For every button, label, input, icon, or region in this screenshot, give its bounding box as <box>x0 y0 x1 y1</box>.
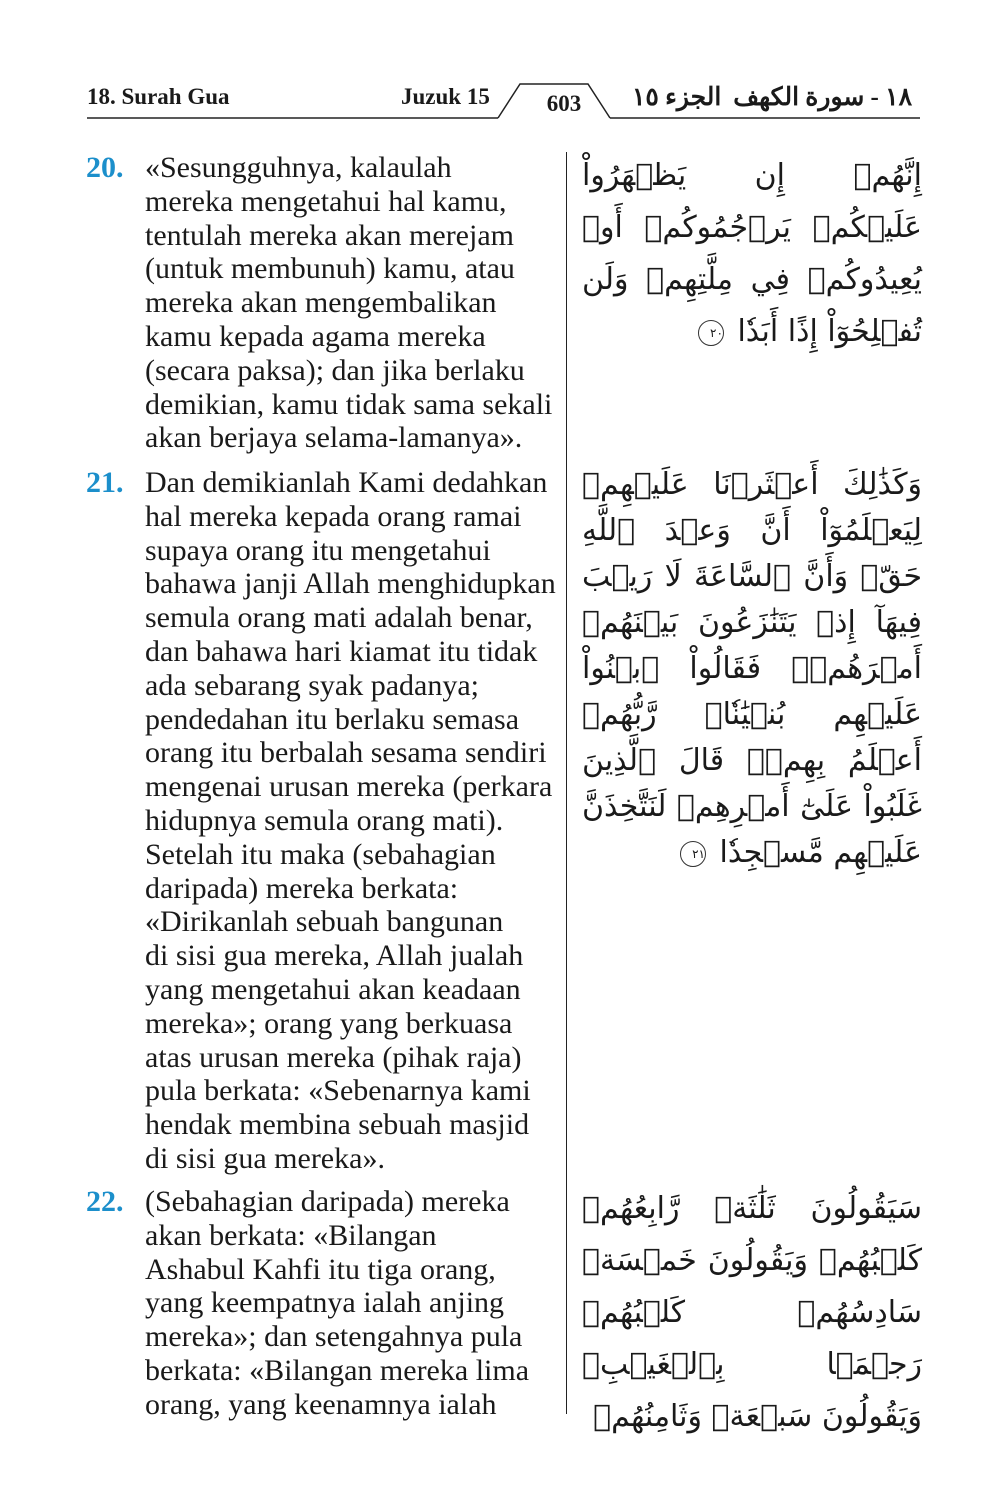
juzuk-label: Juzuk 15 <box>401 84 490 109</box>
ayah-end-marker: ٢٠ <box>698 320 724 346</box>
surah-title-latin: 18. Surah Gua <box>87 84 230 109</box>
column-divider <box>566 152 567 1414</box>
page-number-tab <box>0 0 1000 140</box>
verse-translation: «Sesungguhnya, kalaulah mereka mengetahui hal kamu, tentulah mereka akan merejam (untuk membunuh) kamu, atau mereka akan mengembalikan kamu kepada agama mereka (secara paksa); dan jika berlaku demikian, kamu tidak sama sekali akan berjaya selama-lamanya». <box>145 151 553 455</box>
verse-arabic: وَكَذَٰلِكَ أَعۡثَرۡنَا عَلَيۡهِمۡ لِيَعۡلَمُوٓاْ أَنَّ وَعۡدَ ٱللَّهِ حَقّٞ وَأَنَّ ٱلسَّاعَةَ لَا رَيۡبَ فِيهَآ إِذۡ يَتَنَٰزَعُونَ بَيۡنَهُمۡ أَمۡرَهُمۡۖ فَقَالُواْ ٱبۡنُواْ عَلَيۡهِم بُنۡيَٰنٗاۖ رَّبُّهُمۡ أَعۡلَمُ بِهِمۡۚ قَالَ ٱلَّذِينَ غَلَبُواْ عَلَىٰٓ أَمۡرِهِمۡ لَنَتَّخِذَنَّ عَلَيۡهِم مَّسۡجِدٗا ٢١ <box>582 467 922 870</box>
page-header <box>0 0 1000 140</box>
verse-number: 20. <box>86 151 124 184</box>
ayah-end-marker: ٢١ <box>680 841 706 867</box>
juz-arabic: الجزء ١٥ <box>632 84 722 111</box>
page-number: 603 <box>546 91 582 116</box>
verse-translation: Dan demikianlah Kami dedahkan hal mereka kepada orang ramai supaya orang itu mengetahui bahawa janji Allah menghidupkan semula orang mati adalah benar, dan bahawa hari kiamat itu tidak ada sebarang syak padanya; pendedahan itu berlaku semasa orang itu berbalah sesama sendiri mengenai urusan mereka (perkara hidupnya semula orang mati). Setelah itu maka (sebahagian daripada) mereka berkata: «Dirikanlah sebuah bangunan di sisi gua mereka, Allah jualah yang mengetahui akan keadaan mereka»; orang yang berkuasa atas urusan mereka (pihak raja) pula berkata: «Sebenarnya kami hendak membina sebuah masjid di sisi gua mereka». <box>145 466 556 1175</box>
verse-number: 22. <box>86 1185 124 1218</box>
verse-arabic: سَيَقُولُونَ ثَلَٰثَةٞ رَّابِعُهُمۡ كَلۡبُهُمۡ وَيَقُولُونَ خَمۡسَةٞ سَادِسُهُمۡ كَلۡبُهُمۡ رَجۡمَۢا بِٱلۡغَيۡبِۖ وَيَقُولُونَ سَبۡعَةٞ وَثَامِنُهُمۡ <box>582 1191 922 1434</box>
verse-arabic: إِنَّهُمۡ إِن يَظۡهَرُواْ عَلَيۡكُمۡ يَرۡجُمُوكُمۡ أَوۡ يُعِيدُوكُمۡ فِي مِلَّتِهِمۡ وَلَن تُفۡلِحُوٓاْ إِذًا أَبَدٗا ٢٠ <box>582 158 922 349</box>
verse-number: 21. <box>86 466 124 499</box>
surah-title-arabic: ١٨ - سورة الكهف <box>733 84 912 111</box>
verse-translation: (Sebahagian daripada) mereka akan berkata: «Bilangan Ashabul Kahfi itu tiga orang, yang keempatnya ialah anjing mereka»; dan setengahnya pula berkata: «Bilangan mereka lima orang, yang keenamnya ialah <box>145 1185 530 1421</box>
